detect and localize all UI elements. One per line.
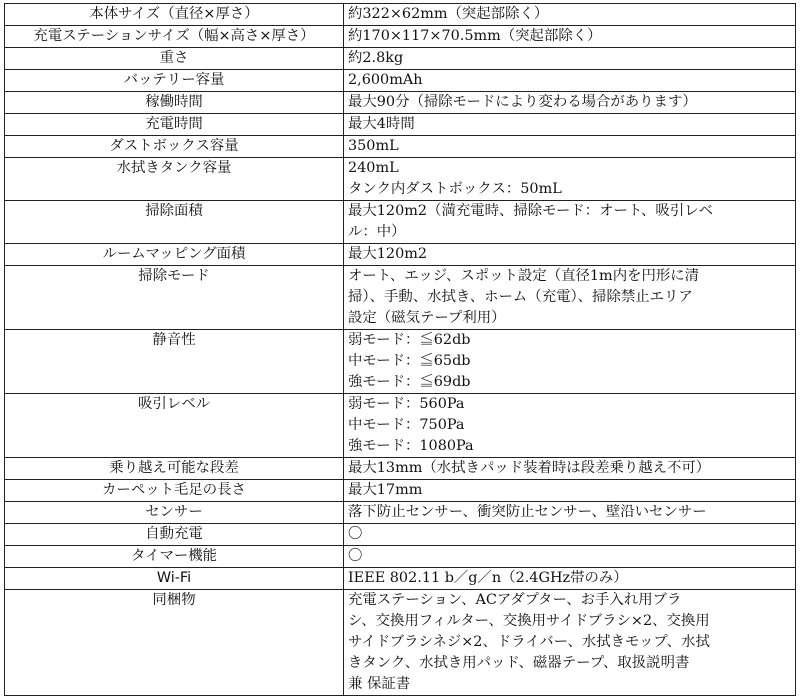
spec-value xyxy=(344,136,796,158)
spec-row xyxy=(5,26,796,48)
spec-value-line: 〇 xyxy=(348,526,363,542)
spec-label: 充電時間 xyxy=(5,114,344,136)
spec-row xyxy=(5,266,796,330)
spec-label: バッテリー容量 xyxy=(5,70,344,92)
spec-value-line: サイドブラシネジ×2、ドライバー、水拭きモップ、水拭 xyxy=(348,634,710,650)
spec-row xyxy=(5,524,796,546)
spec-table-body xyxy=(5,4,796,696)
spec-value xyxy=(344,48,796,70)
spec-row xyxy=(5,92,796,114)
spec-label: 吸引レベル xyxy=(5,394,344,458)
spec-value-line: 弱モード：560Pa xyxy=(348,396,465,412)
spec-value xyxy=(344,26,796,48)
spec-value xyxy=(344,158,796,201)
spec-label: 本体サイズ（直径×厚さ） xyxy=(5,4,344,26)
spec-value xyxy=(344,480,796,502)
spec-row xyxy=(5,244,796,266)
spec-row xyxy=(5,114,796,136)
spec-value-line: 約2.8kg xyxy=(348,50,404,66)
spec-label: 水拭きタンク容量 xyxy=(5,158,344,201)
spec-value xyxy=(344,458,796,480)
spec-label: カーペット毛足の長さ xyxy=(5,480,344,502)
spec-label: Wi-Fi xyxy=(5,568,344,590)
spec-row xyxy=(5,394,796,458)
spec-value-line: 〇 xyxy=(348,548,363,564)
spec-value-line: 充電ステーション、ACアダプター、お手入れ用ブラ xyxy=(348,592,682,608)
spec-row xyxy=(5,458,796,480)
spec-value-line: タンク内ダストボックス：50mL xyxy=(348,181,562,197)
spec-label: 掃除面積 xyxy=(5,201,344,244)
spec-value-line: 350mL xyxy=(348,138,399,154)
spec-label: 重さ xyxy=(5,48,344,70)
spec-value xyxy=(344,502,796,524)
spec-value-line: 最大4時間 xyxy=(348,116,415,132)
spec-value xyxy=(344,330,796,394)
spec-row xyxy=(5,480,796,502)
spec-row xyxy=(5,48,796,70)
spec-value-line: 弱モード：≦62db xyxy=(348,332,471,348)
spec-value-line: 中モード：750Pa xyxy=(348,417,465,433)
spec-row xyxy=(5,4,796,26)
spec-label: 掃除モード xyxy=(5,266,344,330)
spec-label: 充電ステーションサイズ（幅×高さ×厚さ） xyxy=(5,26,344,48)
spec-label: 稼働時間 xyxy=(5,92,344,114)
spec-value-line: 240mL xyxy=(348,160,399,176)
spec-label: ダストボックス容量 xyxy=(5,136,344,158)
spec-row xyxy=(5,201,796,244)
spec-row xyxy=(5,70,796,92)
spec-value-line: 約170×117×70.5mm（突起部除く） xyxy=(348,28,602,44)
spec-value-line: 2,600mAh xyxy=(348,72,423,88)
spec-value xyxy=(344,568,796,590)
spec-row xyxy=(5,546,796,568)
spec-value xyxy=(344,92,796,114)
spec-value-line: ル：中） xyxy=(348,224,406,240)
spec-value-line: 最大120m2（満充電時、掃除モード：オート、吸引レベ xyxy=(348,203,713,219)
spec-value-line: 掃）、手動、水拭き、ホーム（充電）、掃除禁止エリア xyxy=(348,289,693,305)
spec-row xyxy=(5,568,796,590)
spec-value-line: 約322×62mm（突起部除く） xyxy=(348,6,549,22)
spec-label: ルームマッピング面積 xyxy=(5,244,344,266)
spec-label: 同梱物 xyxy=(5,590,344,696)
spec-value xyxy=(344,114,796,136)
spec-value-line: オート、エッジ、スポット設定（直径1m内を円形に清 xyxy=(348,268,700,284)
spec-label: 静音性 xyxy=(5,330,344,394)
spec-label: 自動充電 xyxy=(5,524,344,546)
spec-value xyxy=(344,4,796,26)
spec-value-line: きタンク、水拭き用パッド、磁器テープ、取扱説明書 xyxy=(348,655,690,671)
spec-value xyxy=(344,546,796,568)
spec-value xyxy=(344,394,796,458)
spec-value xyxy=(344,70,796,92)
spec-label: タイマー機能 xyxy=(5,546,344,568)
spec-value-line: IEEE 802.11 b／g／n（2.4GHz帯のみ） xyxy=(348,570,628,586)
spec-value xyxy=(344,266,796,330)
spec-value-line: 強モード：1080Pa xyxy=(348,438,474,454)
spec-value-line: 設定（磁気テープ利用） xyxy=(348,310,506,326)
spec-value xyxy=(344,590,796,696)
spec-row xyxy=(5,158,796,201)
spec-label: センサー xyxy=(5,502,344,524)
spec-value-line: 落下防止センサー、衝突防止センサー、壁沿いセンサー xyxy=(348,504,707,520)
spec-value-line: 強モード：≦69db xyxy=(348,374,471,390)
spec-value xyxy=(344,201,796,244)
spec-table xyxy=(4,3,796,696)
spec-value-line: 最大120m2 xyxy=(348,246,428,262)
spec-row xyxy=(5,330,796,394)
spec-value-line: 最大90分（掃除モードにより変わる場合があります） xyxy=(348,94,697,110)
spec-value xyxy=(344,244,796,266)
spec-value-line: 兼 保証書 xyxy=(348,676,411,692)
spec-value-line: シ、交換用フィルター、交換用サイドブラシ×2、交換用 xyxy=(348,613,710,629)
spec-value-line: 最大17mm xyxy=(348,482,423,498)
spec-row xyxy=(5,136,796,158)
spec-row xyxy=(5,590,796,696)
spec-label: 乗り越え可能な段差 xyxy=(5,458,344,480)
spec-value-line: 最大13mm（水拭きパッド装着時は段差乗り越え不可） xyxy=(348,460,711,476)
spec-value-line: 中モード：≦65db xyxy=(348,353,471,369)
spec-value xyxy=(344,524,796,546)
spec-row xyxy=(5,502,796,524)
